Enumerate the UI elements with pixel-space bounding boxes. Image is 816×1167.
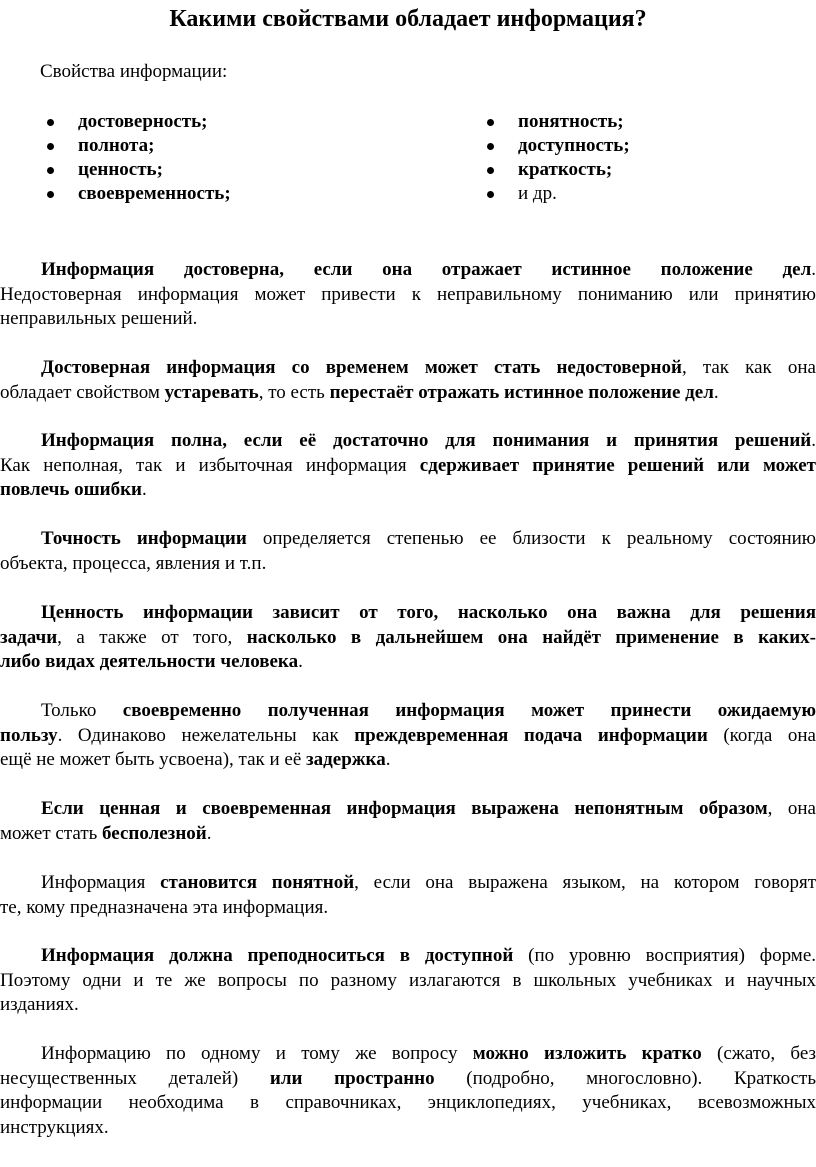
paragraph-uselessness: Если ценная и своевременная информация выражена непонятным образом, она может стать бесполезной.: [0, 798, 816, 844]
list-item: доступность;: [480, 134, 630, 158]
paragraph-timeliness: Только своевременно полученная информация может принести ожидаемую пользу. Одинаково нежелательны как преждевременная подача информации (когда она ещё не может быть усвоена), так и её задержка.: [0, 700, 816, 770]
list-item: ценность;: [40, 158, 231, 182]
paragraph-value: Ценность информации зависит от того, насколько она важна для решения задачи, а также от того, насколько в дальнейшем она найдёт применение в каких- либо видах деятельности человека.: [0, 602, 816, 672]
bullet-icon: [487, 143, 494, 150]
list-item: и др.: [480, 182, 630, 206]
paragraph-clarity: Информация становится понятной, если она выражена языком, на котором говорят те, кому предназначена эта информация.: [0, 872, 816, 918]
bullet-icon: [487, 191, 494, 198]
properties-list-right: [480, 110, 630, 206]
list-item: полнота;: [40, 134, 231, 158]
bullet-icon: [47, 167, 54, 174]
bullet-icon: [487, 119, 494, 126]
list-item: краткость;: [480, 158, 630, 182]
list-item: понятность;: [480, 110, 630, 134]
paragraph-completeness: Информация полна, если её достаточно для понимания и принятия решений. Как неполная, так и избыточная информация сдерживает принятие решений или может повлечь ошибки.: [0, 430, 816, 500]
properties-list-left: [40, 110, 231, 206]
list-item: достоверность;: [40, 110, 231, 134]
bullet-icon: [47, 143, 54, 150]
paragraph-accessibility: Информация должна преподноситься в доступной (по уровню восприятия) форме. Поэтому одни и те же вопросы по разному излагаются в школьных учебниках и научных изданиях.: [0, 945, 816, 1015]
list-item: своевременность;: [40, 182, 231, 206]
bullet-icon: [47, 191, 54, 198]
bullet-icon: [487, 167, 494, 174]
properties-subtitle: Свойства информации:: [40, 61, 228, 82]
paragraph-brevity: Информацию по одному и тому же вопросу можно изложить кратко (сжато, без несущественных деталей) или пространно (подробно, многословно). Краткость информации необходима в справочниках, энциклопедиях, учебниках, всевозможных инструкциях.: [0, 1043, 816, 1138]
paragraph-accuracy: Точность информации определяется степенью ее близости к реальному состоянию объекта, процесса, явления и т.п.: [0, 528, 816, 574]
page-title: Какими свойствами обладает информация?: [169, 6, 647, 32]
bullet-icon: [47, 119, 54, 126]
paragraph-reliability: Информация достоверна, если она отражает истинное положение дел. Недостоверная информация может привести к неправильному пониманию или принятию неправильных решений.: [0, 259, 816, 329]
paragraph-obsolescence: Достоверная информация со временем может стать недостоверной, так как она обладает свойством устаревать, то есть перестаёт отражать истинное положение дел.: [0, 357, 816, 403]
